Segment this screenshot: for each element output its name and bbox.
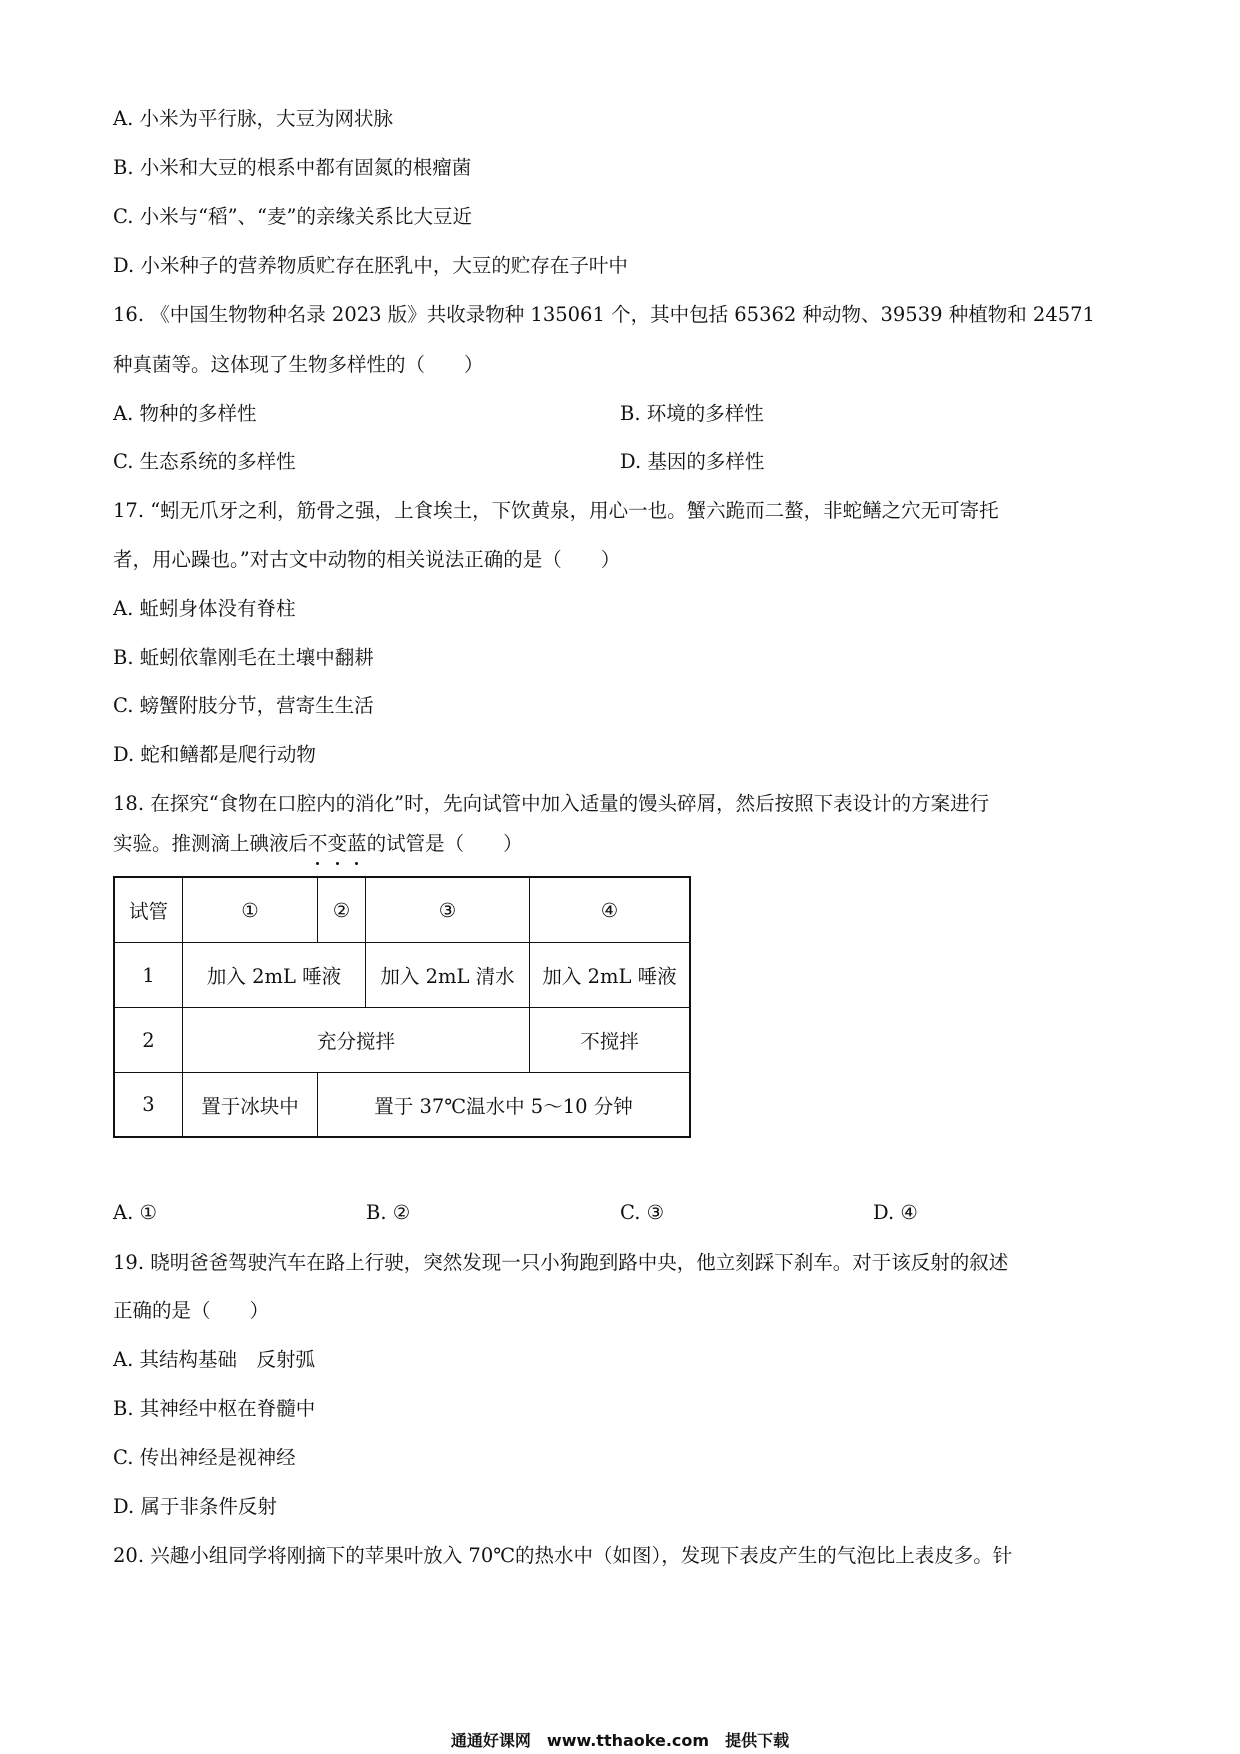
q19-option-a: A. 其结构基础 反射弧 bbox=[113, 1348, 315, 1371]
emphasis-char: 蓝 bbox=[347, 832, 367, 855]
q18-stem-line1: 18. 在探究“食物在口腔内的消化”时，先向试管中加入适量的馒头碎屑，然后按照下表设计的方案进行 bbox=[113, 792, 990, 815]
q17-option-b: B. 蚯蚓依靠刚毛在土壤中翻耕 bbox=[113, 646, 374, 669]
q15-option-c: C. 小米与“稻”、“麦”的亲缘关系比大豆近 bbox=[113, 205, 472, 228]
table-row bbox=[115, 1073, 689, 1136]
table-cell: 2 bbox=[115, 1008, 183, 1073]
q20-stem-line1: 20. 兴趣小组同学将刚摘下的苹果叶放入 70℃的热水中（如图），发现下表皮产生的气泡比上表皮多。针 bbox=[113, 1544, 1013, 1567]
q19-stem-line1: 19. 晓明爸爸驾驶汽车在路上行驶，突然发现一只小狗跑到路中央，他立刻踩下刹车。对于该反射的叙述 bbox=[113, 1251, 1009, 1274]
q15-option-a: A. 小米为平行脉，大豆为网状脉 bbox=[113, 107, 393, 130]
q17-stem-line1: 17. “蚓无爪牙之利，筋骨之强，上食埃土，下饮黄泉，用心一也。蟹六跪而二螯，非蛇鳝之穴无可寄托 bbox=[113, 499, 999, 522]
q19-option-d: D. 属于非条件反射 bbox=[113, 1495, 277, 1518]
q18-stem-prefix: 实验。推测滴上碘液后 bbox=[113, 832, 309, 855]
table-header-cell: ① bbox=[183, 878, 318, 943]
q16-option-c: C. 生态系统的多样性 bbox=[113, 450, 296, 473]
table-cell: 充分搅拌 bbox=[183, 1008, 530, 1073]
table-cell: 置于 37℃温水中 5～10 分钟 bbox=[374, 1094, 633, 1118]
q17-option-d: D. 蛇和鳝都是爬行动物 bbox=[113, 743, 316, 766]
q16-option-a: A. 物种的多样性 bbox=[113, 402, 257, 425]
q16-stem-line1: 16. 《中国生物物种名录 2023 版》共收录物种 135061 个，其中包括 65362 种动物、39539 种植物和 24571 bbox=[113, 303, 1095, 326]
table-header-cell: ② bbox=[318, 878, 366, 943]
table-cell: 置于冰块中 bbox=[183, 1073, 318, 1136]
experiment-table bbox=[113, 876, 691, 1138]
q18-stem-line2 bbox=[113, 831, 523, 857]
table-cell: 加入 2mL 唾液 bbox=[530, 943, 689, 1008]
q18-option-b: B. ② bbox=[366, 1201, 411, 1224]
table-cell: 3 bbox=[115, 1073, 183, 1136]
table-header-cell: 试管 bbox=[115, 878, 183, 943]
table-header-row bbox=[115, 878, 689, 943]
q18-option-a: A. ① bbox=[113, 1201, 157, 1224]
q18-emphasis-text bbox=[308, 832, 367, 855]
table-header-cell: ③ bbox=[366, 878, 530, 943]
table-row bbox=[115, 1008, 689, 1073]
q16-stem-line2: 种真菌等。这体现了生物多样性的（ ） bbox=[113, 353, 484, 376]
q17-option-c: C. 螃蟹附肢分节，营寄生生活 bbox=[113, 694, 374, 717]
q16-option-d: D. 基因的多样性 bbox=[620, 450, 765, 473]
q18-stem-suffix: 的试管是（ ） bbox=[366, 832, 523, 855]
q16-option-b: B. 环境的多样性 bbox=[620, 402, 764, 425]
table-cell: 加入 2mL 清水 bbox=[366, 943, 530, 1008]
q18-option-d: D. ④ bbox=[873, 1201, 918, 1224]
q15-option-b: B. 小米和大豆的根系中都有固氮的根瘤菌 bbox=[113, 156, 472, 179]
table-row bbox=[115, 943, 689, 1008]
q19-stem-line2: 正确的是（ ） bbox=[113, 1299, 270, 1322]
q19-option-c: C. 传出神经是视神经 bbox=[113, 1446, 296, 1469]
emphasis-char: 不 bbox=[308, 832, 328, 855]
q19-option-b: B. 其神经中枢在脊髓中 bbox=[113, 1397, 316, 1420]
table-cell: 不搅拌 bbox=[530, 1008, 689, 1073]
q15-option-d: D. 小米种子的营养物质贮存在胚乳中，大豆的贮存在子叶中 bbox=[113, 254, 628, 277]
page-footer: 通通好课网 www.tthaoke.com 提供下载 bbox=[450, 1731, 790, 1750]
table-header-cell: ④ bbox=[530, 878, 689, 943]
emphasis-char: 变 bbox=[327, 832, 348, 855]
table-cell: 1 bbox=[115, 943, 183, 1008]
q18-option-c: C. ③ bbox=[620, 1201, 665, 1224]
q17-option-a: A. 蚯蚓身体没有脊柱 bbox=[113, 597, 296, 620]
table-cell: 加入 2mL 唾液 bbox=[183, 943, 366, 1008]
q17-stem-line2: 者，用心躁也。”对古文中动物的相关说法正确的是（ ） bbox=[113, 548, 621, 571]
